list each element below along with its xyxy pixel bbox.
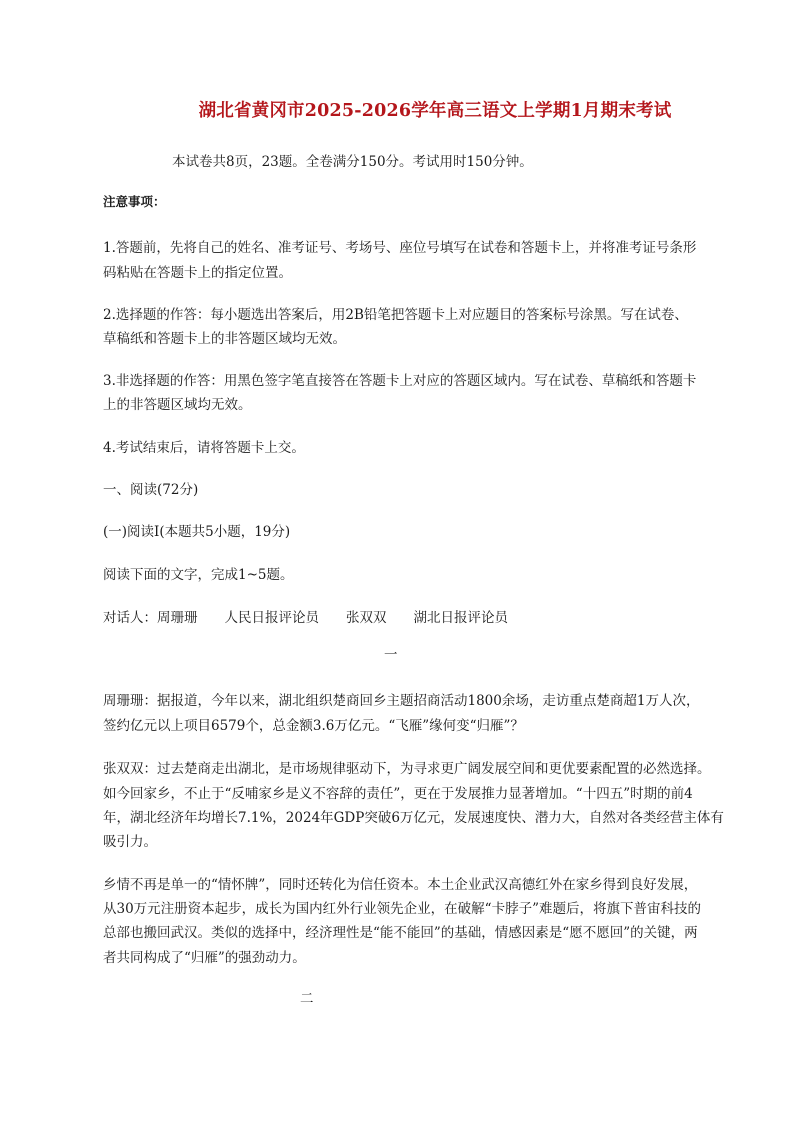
notice-line: 草稿纸和答题卡上的非答题区域均无效。 xyxy=(103,331,346,347)
notice-line: 4.考试结束后，请将答题卡上交。 xyxy=(103,440,305,456)
page-title: 湖北省黄冈市2025-2026学年高三语文上学期1月期末考试 xyxy=(198,101,672,121)
reading-instruction: 阅读下面的文字，完成1~5题。 xyxy=(103,567,294,583)
notice-line: 2.选择题的作答：每小题选出答案后，用2B铅笔把答题卡上对应题目的答案标号涂黑。写在试卷、 xyxy=(103,307,688,323)
paragraph-line: 乡情不再是单一的“情怀牌”，同时还转化为信任资本。本土企业武汉高德红外在家乡得到良好发展， xyxy=(76,877,698,893)
speakers-line: 对话人：周珊珊 人民日报评论员 张双双 湖北日报评论员 xyxy=(103,610,508,626)
notice-line: 1.答题前，先将自己的姓名、准考证号、考场号、座位号填写在试卷和答题卡上，并将准考证号条形 xyxy=(103,240,697,256)
section-heading: 一、阅读(72分) xyxy=(103,482,199,498)
part-two-marker: 二 xyxy=(300,991,314,1007)
exam-intro: 本试卷共8页，23题。全卷满分150分。考试用时150分钟。 xyxy=(172,154,533,170)
paragraph-line: 从30万元注册资本起步，成长为国内红外行业领先企业，在破解“卡脖子”难题后，将旗下普宙科技的 xyxy=(103,901,701,917)
part-one-marker: 一 xyxy=(384,647,398,663)
notice-line: 上的非答题区域均无效。 xyxy=(103,397,252,413)
notice-line: 3.非选择题的作答：用黑色签字笔直接答在答题卡上对应的答题区域内。写在试卷、草稿纸和答题卡 xyxy=(103,373,697,389)
subsection-heading: (一)阅读Ⅰ(本题共5小题，19分) xyxy=(103,524,291,540)
paragraph-line: 年，湖北经济年均增长7.1%，2024年GDP突破6万亿元，发展速度快、潜力大，自然对各类经营主体有 xyxy=(103,810,724,826)
paragraph-line: 签约亿元以上项目6579个，总金额3.6万亿元。“飞雁”缘何变“归雁”？ xyxy=(103,718,524,734)
paragraph-line: 者共同构成了“归雁”的强劲动力。 xyxy=(103,950,306,966)
paragraph-line: 张双双：过去楚商走出湖北，是市场规律驱动下，为寻求更广阔发展空间和更优要素配置的必然选择。 xyxy=(103,761,711,777)
paragraph-line: 总部也搬回武汉。类似的选择中，经济理性是“能不能回”的基础，情感因素是“愿不愿回”的关键，两 xyxy=(103,925,698,941)
notice-heading: 注意事项： xyxy=(103,194,166,209)
paragraph-line: 吸引力。 xyxy=(103,834,157,850)
notice-line: 码粘贴在答题卡上的指定位置。 xyxy=(103,265,292,281)
paragraph-line: 如今回家乡，不止于“反哺家乡是义不容辞的责任”，更在于发展推力显著增加。“十四五”时期的前4 xyxy=(103,786,693,802)
paragraph-line: 周珊珊：据报道，今年以来，湖北组织楚商回乡主题招商活动1800余场，走访重点楚商超1万人次， xyxy=(103,693,700,709)
